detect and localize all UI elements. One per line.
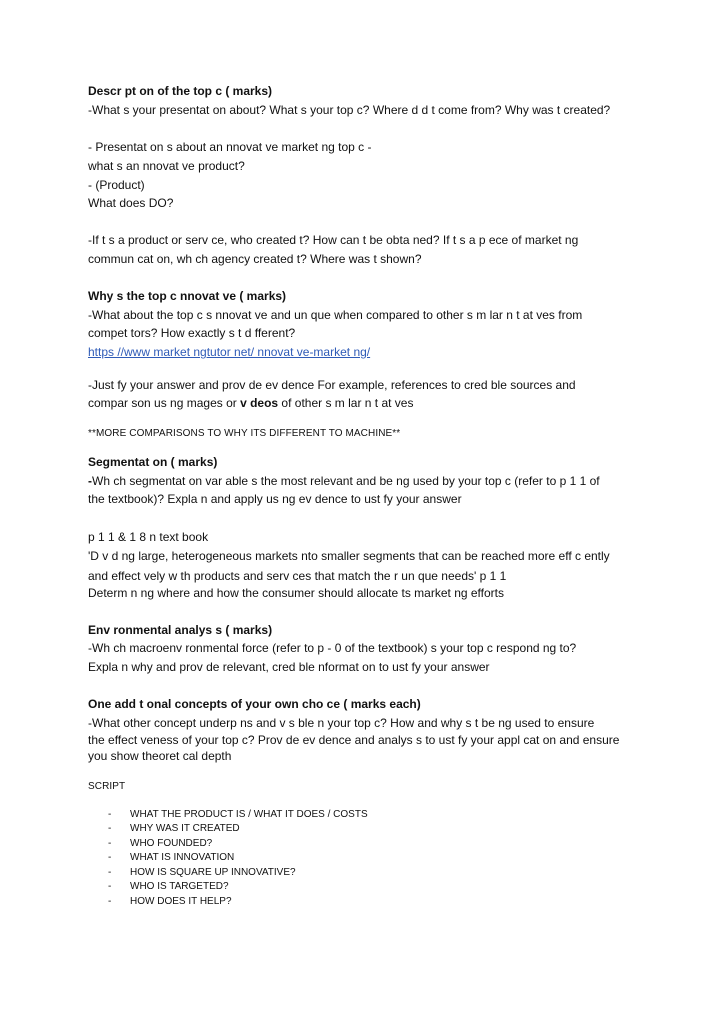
description-question: -What s your presentat on about? What s your top c? Where d d t come from? Why was t created?: [88, 103, 611, 117]
segmentation-answer-line: 'D v d ng large, heterogeneous markets nto smaller segments that can be reached more eff c ently: [88, 549, 610, 563]
segmentation-question: the textbook)? Expla n and apply us ng ev dence to ust fy your answer: [88, 492, 462, 506]
section-heading-innovative: Why s the top c nnovat ve ( marks): [88, 289, 287, 303]
description-answer-line: what s an nnovat ve product?: [88, 159, 245, 173]
innovative-question: compet tors? How exactly s t d fferent?: [88, 326, 296, 340]
segmentation-question-text: Wh ch segmentat on var able s the most relevant and be ng used by your top c (refer to p 1 1 of: [92, 474, 600, 488]
script-item-text: WHAT THE PRODUCT IS / WHAT IT DOES / COSTS: [130, 809, 368, 820]
script-item-text: WHO IS TARGETED?: [130, 881, 229, 892]
additional-concepts-question: -What other concept underp ns and v s ble n your top c? How and why s t be ng used to ensure: [88, 716, 595, 730]
dash: -: [108, 881, 112, 892]
script-item-text: WHAT IS INNOVATION: [130, 852, 235, 863]
section-heading-environmental: Env ronmental analys s ( marks): [88, 623, 273, 637]
justify-text-end: of other s m lar n t at ves: [278, 396, 414, 410]
justify-text: compar son us ng mages or: [88, 396, 241, 410]
script-list-item: [108, 837, 212, 850]
script-list-item: [108, 895, 232, 908]
script-list-item: [108, 822, 240, 835]
segmentation-answer-line: Determ n ng where and how the consumer should allocate ts market ng efforts: [88, 586, 504, 600]
justify-instruction: -Just fy your answer and prov de ev dence For example, references to cred ble sources and: [88, 378, 576, 392]
dash: -: [108, 823, 112, 834]
dash: -: [108, 809, 112, 820]
videos-text: v deos: [240, 396, 279, 410]
justify-instruction: [88, 396, 413, 411]
script-list-item: [108, 880, 229, 893]
description-answer-line: - Presentat on s about an nnovat ve market ng top c -: [88, 140, 372, 154]
script-heading: SCRIPT: [88, 781, 126, 792]
description-answer-line: - (Product): [88, 178, 145, 192]
segmentation-question: [88, 474, 600, 489]
environmental-question: Expla n why and prov de relevant, cred ble nformat on to ust fy your answer: [88, 660, 490, 674]
script-item-text: WHY WAS IT CREATED: [130, 823, 240, 834]
description-answer-line: What does DO?: [88, 196, 174, 210]
dash: -: [108, 896, 112, 907]
innovative-question: -What about the top c s nnovat ve and un que when compared to other s m lar n t at ves from: [88, 308, 583, 322]
script-list-item: [108, 866, 296, 879]
environmental-question: -Wh ch macroenv ronmental force (refer to p - 0 of the textbook) s your top c respond ng to?: [88, 641, 577, 655]
script-item-text: HOW DOES IT HELP?: [130, 896, 232, 907]
description-question-2: commun cat on, wh ch agency created t? Where was t shown?: [88, 252, 422, 266]
section-heading-segmentation: Segmentat on ( marks): [88, 455, 218, 469]
additional-concepts-question: the effect veness of your top c? Prov de ev dence and analys s to ust fy your appl cat on and ensure: [88, 733, 620, 747]
dash: -: [108, 852, 112, 863]
segmentation-answer-line: p 1 1 & 1 8 n text book: [88, 530, 209, 544]
additional-concepts-question: you show theoret cal depth: [88, 749, 232, 763]
dash: -: [108, 867, 112, 878]
comparison-note: **MORE COMPARISONS TO WHY ITS DIFFERENT TO MACHINE**: [88, 428, 401, 439]
dash: -: [108, 838, 112, 849]
script-list-item: [108, 851, 234, 864]
segmentation-answer-line: and effect vely w th products and serv ces that match the r un que needs' p 1 1: [88, 569, 507, 583]
script-item-text: HOW IS SQUARE UP INNOVATIVE?: [130, 867, 296, 878]
section-heading-description: Descr pt on of the top c ( marks): [88, 84, 273, 98]
script-item-text: WHO FOUNDED?: [130, 838, 213, 849]
dash: -: [88, 474, 92, 488]
reference-link[interactable]: https //www market ngtutor net/ nnovat ve-market ng/: [88, 345, 371, 359]
section-heading-additional-concepts: One add t onal concepts of your own cho ce ( marks each): [88, 697, 421, 711]
description-question-2: -If t s a product or serv ce, who created t? How can t be obta ned? If t s a p ece of market ng: [88, 233, 579, 247]
script-list-item: [108, 808, 368, 821]
